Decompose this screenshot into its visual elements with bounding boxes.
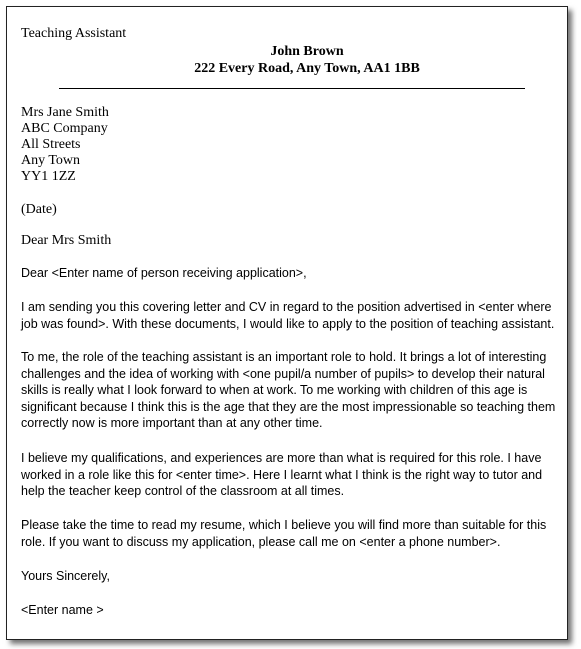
paragraph-line: job was found>. With these documents, I would like to apply to the position of teaching assistant. [21, 316, 555, 331]
paragraph-line: To me, the role of the teaching assistant is an important role to hold. It brings a lot of interesting [21, 350, 547, 364]
sender-address: 222 Every Road, Any Town, AA1 1BB [194, 61, 420, 76]
paragraph-line: significant because I think this is the age that they are the most impressionable so teaching them [21, 399, 556, 414]
salutation-placeholder: Dear <Enter name of person receiving application>, [21, 266, 307, 280]
paragraph-line: skills is really what I look forward to when at work. To me working with children of this age is [21, 383, 528, 397]
paragraph-line: role. If you want to discuss my application, please call me on <enter a phone number>. [21, 534, 501, 549]
closing: Yours Sincerely, [21, 569, 110, 583]
paragraph-line: Please take the time to read my resume, which I believe you will find more than suitable for this [21, 518, 547, 532]
letter-date: (Date) [21, 202, 57, 217]
recipient-address [21, 105, 109, 185]
sender-block [7, 43, 567, 77]
recipient-line: YY1 1ZZ [21, 169, 76, 184]
letter-page [6, 6, 568, 640]
paragraph-3 [21, 450, 569, 500]
paragraph-line: challenges and the idea of working with <one pupil/a number of pupils> to develop their natural [21, 366, 545, 381]
paragraph-line: I believe my qualifications, and experiences are more than what is required for this role. I have [21, 451, 542, 465]
paragraph-line: I am sending you this covering letter and CV in regard to the position advertised in <enter where [21, 300, 552, 314]
document-title: Teaching Assistant [21, 26, 127, 41]
recipient-line: Any Town [21, 153, 81, 168]
paragraph-2 [21, 349, 569, 432]
paragraph-line: worked in a role like this for <enter time>. Here I learnt what I think is the right way to tutor and [21, 467, 543, 482]
paragraph-4 [21, 517, 569, 550]
recipient-line: All Streets [21, 137, 81, 152]
paragraph-1 [21, 299, 569, 332]
signature-placeholder: <Enter name > [21, 603, 104, 617]
paragraph-line: help the teacher keep control of the classroom at all times. [21, 484, 345, 498]
paragraph-line: correctly now is more important than at any other time. [21, 416, 323, 430]
recipient-line: ABC Company [21, 121, 108, 136]
recipient-line: Mrs Jane Smith [21, 105, 109, 120]
sender-name: John Brown [270, 44, 344, 59]
header-divider [59, 88, 525, 89]
salutation: Dear Mrs Smith [21, 233, 112, 248]
